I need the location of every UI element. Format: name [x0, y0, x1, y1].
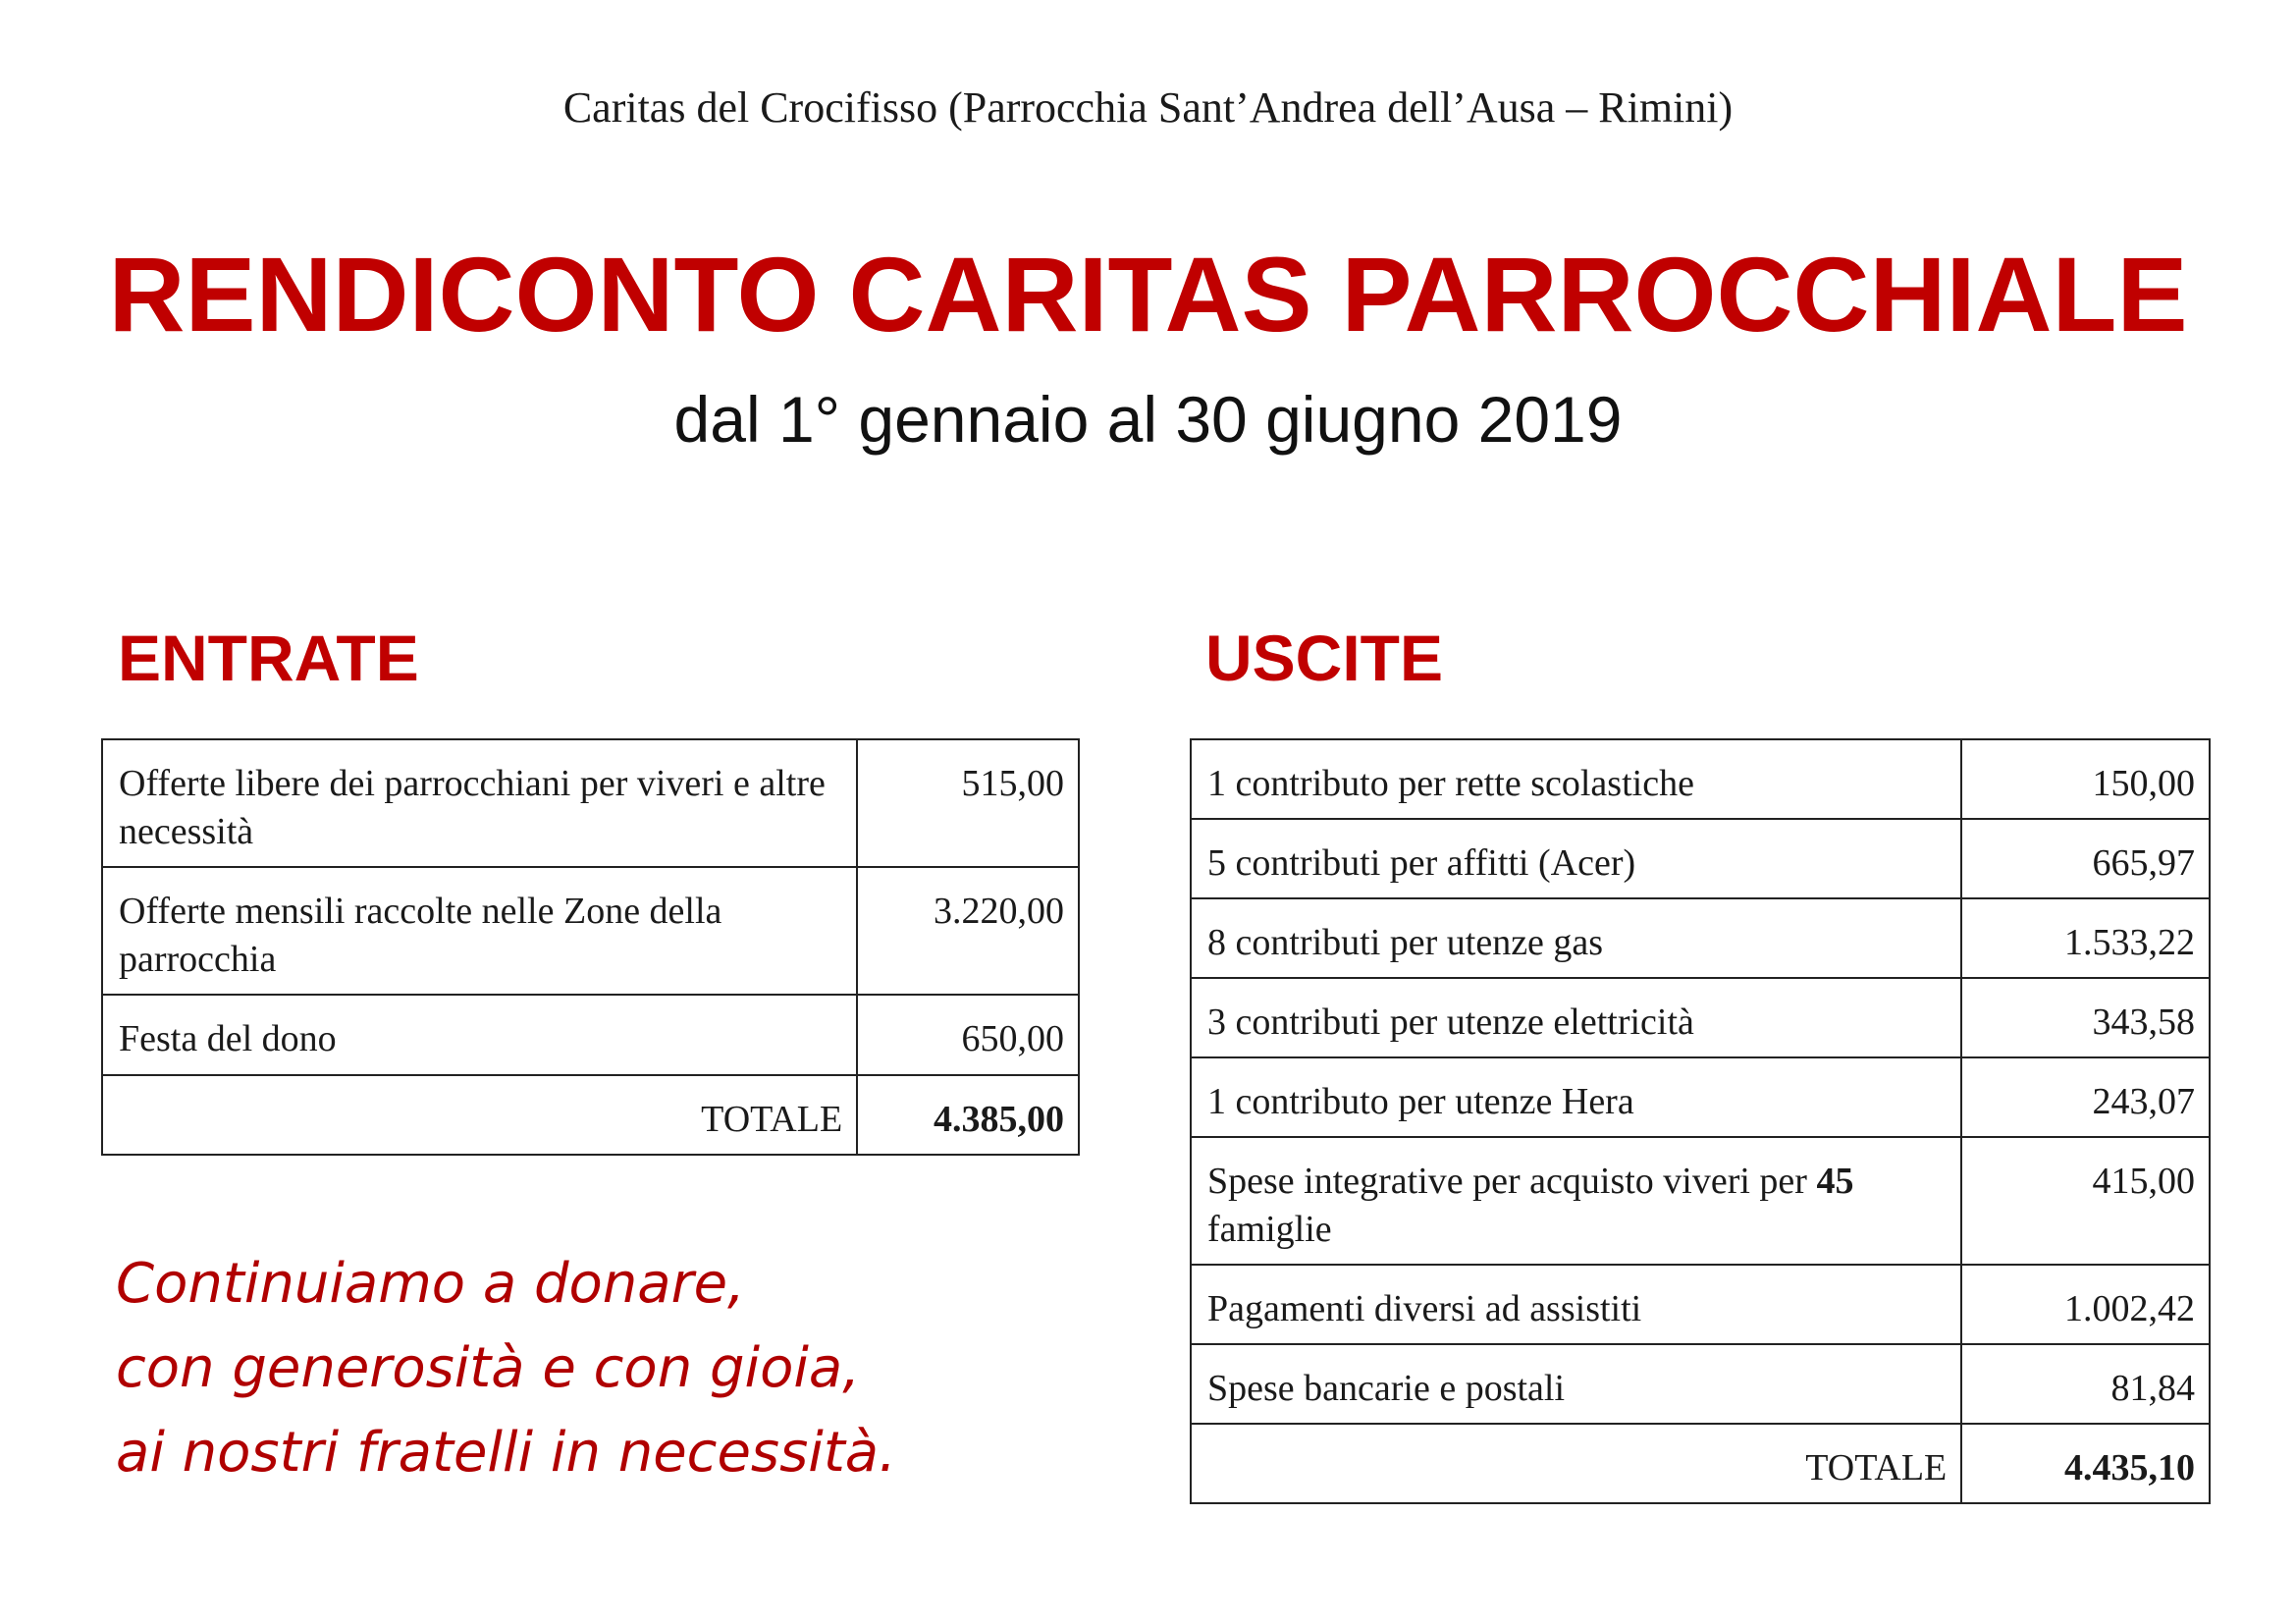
row-description: 8 contributi per utenze gas: [1191, 898, 1961, 978]
report-title: RENDICONTO CARITAS PARROCCHIALE: [108, 235, 2188, 353]
motto: [116, 1242, 896, 1495]
entrate-heading: ENTRATE: [118, 622, 419, 694]
table-row: [1191, 1137, 2210, 1265]
row-description: Offerte libere dei parrocchiani per viveri e altre necessità: [102, 739, 857, 867]
motto-line: ai nostri fratelli in necessità.: [116, 1421, 896, 1485]
total-row: [1191, 1424, 2210, 1503]
table-row: [1191, 1344, 2210, 1424]
row-amount: 81,84: [1961, 1344, 2210, 1424]
uscite-heading: USCITE: [1205, 622, 1444, 694]
report-period: dal 1° gennaio al 30 giugno 2019: [673, 383, 1623, 456]
motto-line: Continuiamo a donare,: [116, 1252, 745, 1316]
row-amount: 3.220,00: [857, 867, 1079, 995]
table-row: [1191, 739, 2210, 819]
description-text: famiglie: [1207, 1209, 1332, 1250]
table-row: [102, 739, 1079, 867]
total-amount: 4.385,00: [857, 1075, 1079, 1155]
organization-line: Caritas del Crocifisso (Parrocchia Sant’Andrea dell’Ausa – Rimini): [562, 83, 1734, 132]
description-text: Spese integrative per acquisto viveri per: [1207, 1161, 1817, 1202]
row-amount: 1.533,22: [1961, 898, 2210, 978]
row-amount: 343,58: [1961, 978, 2210, 1057]
uscite-table: [1190, 738, 2211, 1504]
row-description: 3 contributi per utenze elettricità: [1191, 978, 1961, 1057]
row-amount: 243,07: [1961, 1057, 2210, 1137]
total-row: [102, 1075, 1079, 1155]
row-description: 1 contributo per utenze Hera: [1191, 1057, 1961, 1137]
table-row: [1191, 1265, 2210, 1344]
total-label: TOTALE: [102, 1075, 857, 1155]
row-amount: 1.002,42: [1961, 1265, 2210, 1344]
row-description: 5 contributi per affitti (Acer): [1191, 819, 1961, 898]
families-count: 45: [1816, 1161, 1854, 1202]
row-amount: 650,00: [857, 995, 1079, 1075]
row-amount: 515,00: [857, 739, 1079, 867]
total-label: TOTALE: [1191, 1424, 1961, 1503]
entrate-table: [101, 738, 1080, 1156]
row-description: Offerte mensili raccolte nelle Zone della parrocchia: [102, 867, 857, 995]
motto-line: con generosità e con gioia,: [116, 1336, 861, 1400]
row-description: [1191, 1137, 1961, 1265]
row-description: Spese bancarie e postali: [1191, 1344, 1961, 1424]
row-description: Pagamenti diversi ad assistiti: [1191, 1265, 1961, 1344]
row-amount: 150,00: [1961, 739, 2210, 819]
table-row: [1191, 978, 2210, 1057]
total-amount: 4.435,10: [1961, 1424, 2210, 1503]
table-row: [1191, 819, 2210, 898]
row-amount: 665,97: [1961, 819, 2210, 898]
table-row: [1191, 1057, 2210, 1137]
table-row: [102, 995, 1079, 1075]
row-description: 1 contributo per rette scolastiche: [1191, 739, 1961, 819]
table-row: [1191, 898, 2210, 978]
table-row: [102, 867, 1079, 995]
row-description: Festa del dono: [102, 995, 857, 1075]
row-amount: 415,00: [1961, 1137, 2210, 1265]
